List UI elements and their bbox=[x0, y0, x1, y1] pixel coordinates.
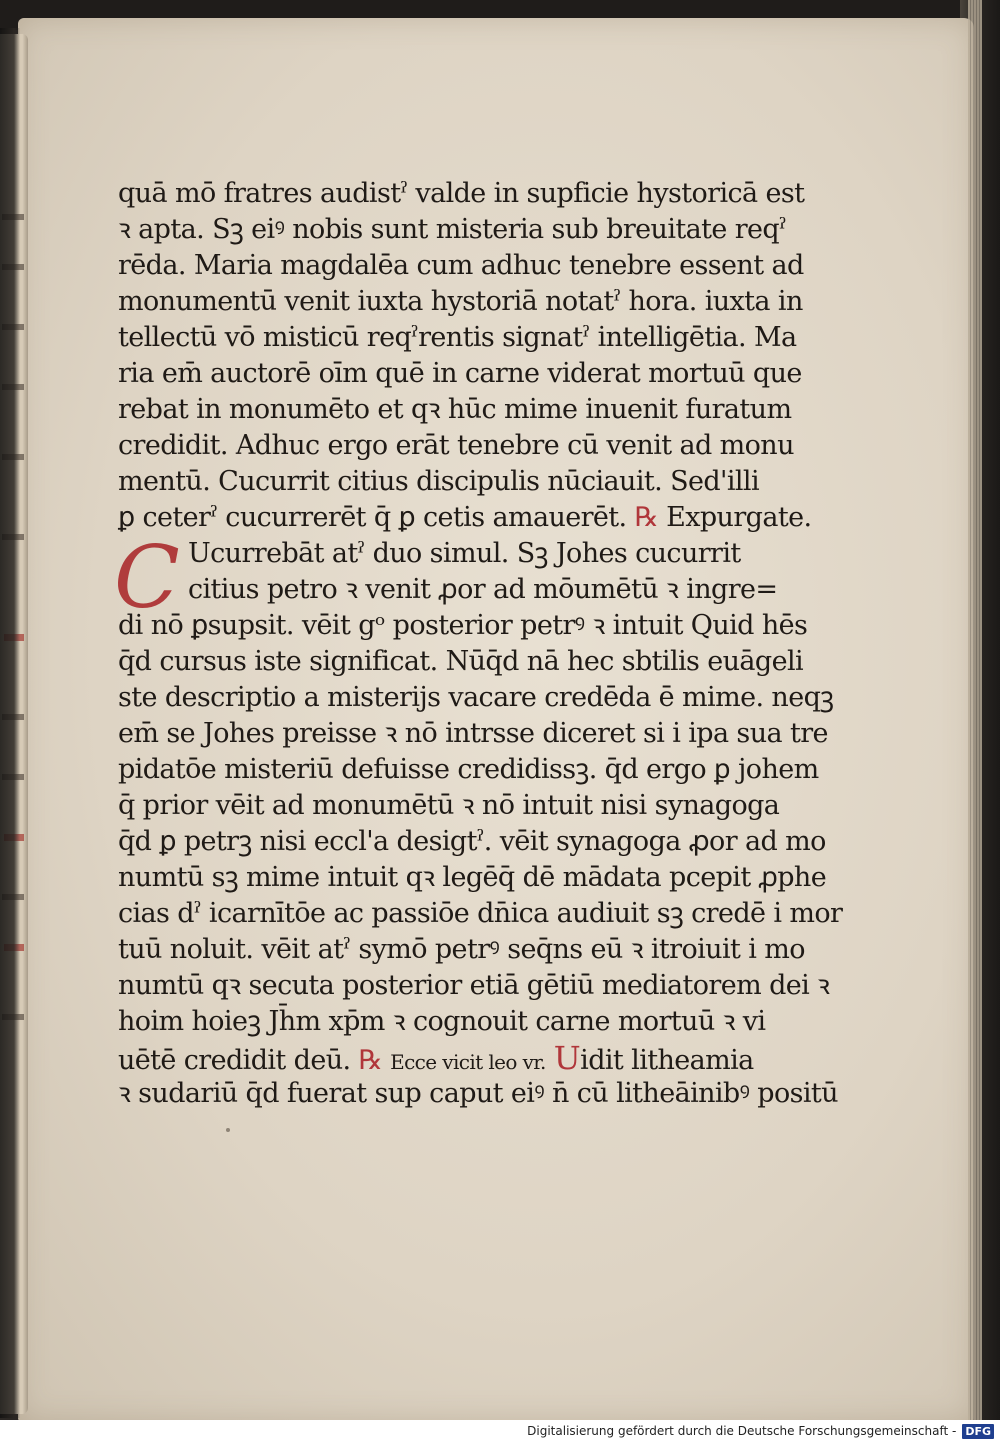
footer-bar bbox=[0, 1420, 1000, 1442]
rubric-response-sign: ℞ bbox=[358, 1045, 383, 1076]
text-line bbox=[118, 1040, 758, 1076]
text-segment: uētē credidit deū. bbox=[118, 1045, 351, 1076]
text-segment: Expurgate. bbox=[666, 502, 812, 533]
decorated-initial: C bbox=[114, 528, 180, 628]
text-line: q̄ prior vēit ad monumētū ꝛ nō intuit nisi synagoga bbox=[118, 790, 780, 821]
text-segment: idit litheamia bbox=[580, 1045, 754, 1076]
text-line: mentū. Cucurrit citius discipulis nūciauit. Sed'illi bbox=[118, 466, 759, 497]
text-line: numtū qꝛ secuta posterior etiā gētiū mediatorem dei ꝛ bbox=[118, 970, 830, 1001]
text-line: credidit. Adhuc ergo erāt tenebre cū venit ad monu bbox=[118, 430, 794, 461]
page-edges bbox=[968, 0, 982, 1420]
text-segment: ꝑ ceterˀ cucurrerēt q̄ ꝑ cetis amauerēt. bbox=[118, 502, 627, 533]
text-line: rēda. Maria magdalēa cum adhuc tenebre essent ad bbox=[118, 250, 804, 281]
text-line: ꝛ sudariū q̄d fuerat sup caput eiꝰ n̄ cū litheāinibꝰ positū bbox=[118, 1078, 838, 1109]
dfg-logo: DFG bbox=[962, 1424, 994, 1439]
ink-speck bbox=[226, 1128, 230, 1132]
rubric-initial: U bbox=[553, 1039, 581, 1077]
text-line: hoim hoieꝫ Jh̄m xp̄m ꝛ cognouit carne mortuū ꝛ vi bbox=[118, 1006, 766, 1037]
text-segment: Ecce vicit leo vr. bbox=[390, 1050, 546, 1074]
text-line: monumentū venit iuxta hystoriā notatˀ hora. iuxta in bbox=[118, 286, 803, 317]
book-page bbox=[18, 18, 974, 1422]
text-column bbox=[114, 176, 843, 1112]
text-line: quā mō fratres audistˀ valde in supficie hystoricā est bbox=[118, 178, 805, 209]
text-line: q̄d cursus iste significat. Nūq̄d nā hec sbtilis euāgeli bbox=[118, 646, 804, 677]
text-line: pidatōe misteriū defuisse credidissꝫ. q̄d ergo ꝑ johem bbox=[118, 754, 819, 785]
funding-credit: Digitalisierung gefördert durch die Deutsche Forschungsgemeinschaft - bbox=[527, 1424, 957, 1438]
text-line: ꝛ apta. Sꝫ eiꝰ nobis sunt misteria sub breuitate reqˀ bbox=[118, 214, 787, 245]
text-line: em̄ se Johes preisse ꝛ nō intrsse diceret si i ipa sua tre bbox=[118, 718, 828, 749]
text-line: di nō ꝑsupsit. vēit gᵒ posterior petrꝰ ꝛ intuit Quid hēs bbox=[118, 610, 808, 641]
text-line: q̄d ꝑ petrꝫ nisi eccl'a desigtˀ. vēit synagoga ꝓor ad mo bbox=[118, 826, 826, 857]
text-line: Ucurrebāt atˀ duo simul. Sꝫ Johes cucurrit bbox=[188, 538, 741, 569]
text-line: tellectū vō misticū reqˀrentis signatˀ intelligētia. Ma bbox=[118, 322, 797, 353]
text-line: cias dˀ icarnītōe ac passiōe dn̄ica audiuit sꝫ credē i mor bbox=[118, 898, 843, 929]
book-spine-shadow bbox=[0, 28, 20, 1418]
rubric-response-sign: ℞ bbox=[634, 502, 659, 533]
text-line: tuū noluit. vēit atˀ symō petrꝰ seq̄ns eū ꝛ itroiuit i mo bbox=[118, 934, 805, 965]
text-line: citius petro ꝛ venit ꝓor ad mōumētū ꝛ ingre= bbox=[188, 574, 778, 605]
text-line: rebat in monumēto et qꝛ hūc mime inuenit furatum bbox=[118, 394, 792, 425]
text-line bbox=[118, 500, 812, 536]
text-line: numtū sꝫ mime intuit qꝛ legēq̄ dē mādata pcepit ꝓphe bbox=[118, 862, 827, 893]
text-line: ria em̄ auctorē oīm quē in carne viderat mortuū que bbox=[118, 358, 802, 389]
text-line: ste descriptio a misterijs vacare credēda ē mime. neqꝫ bbox=[118, 682, 834, 713]
